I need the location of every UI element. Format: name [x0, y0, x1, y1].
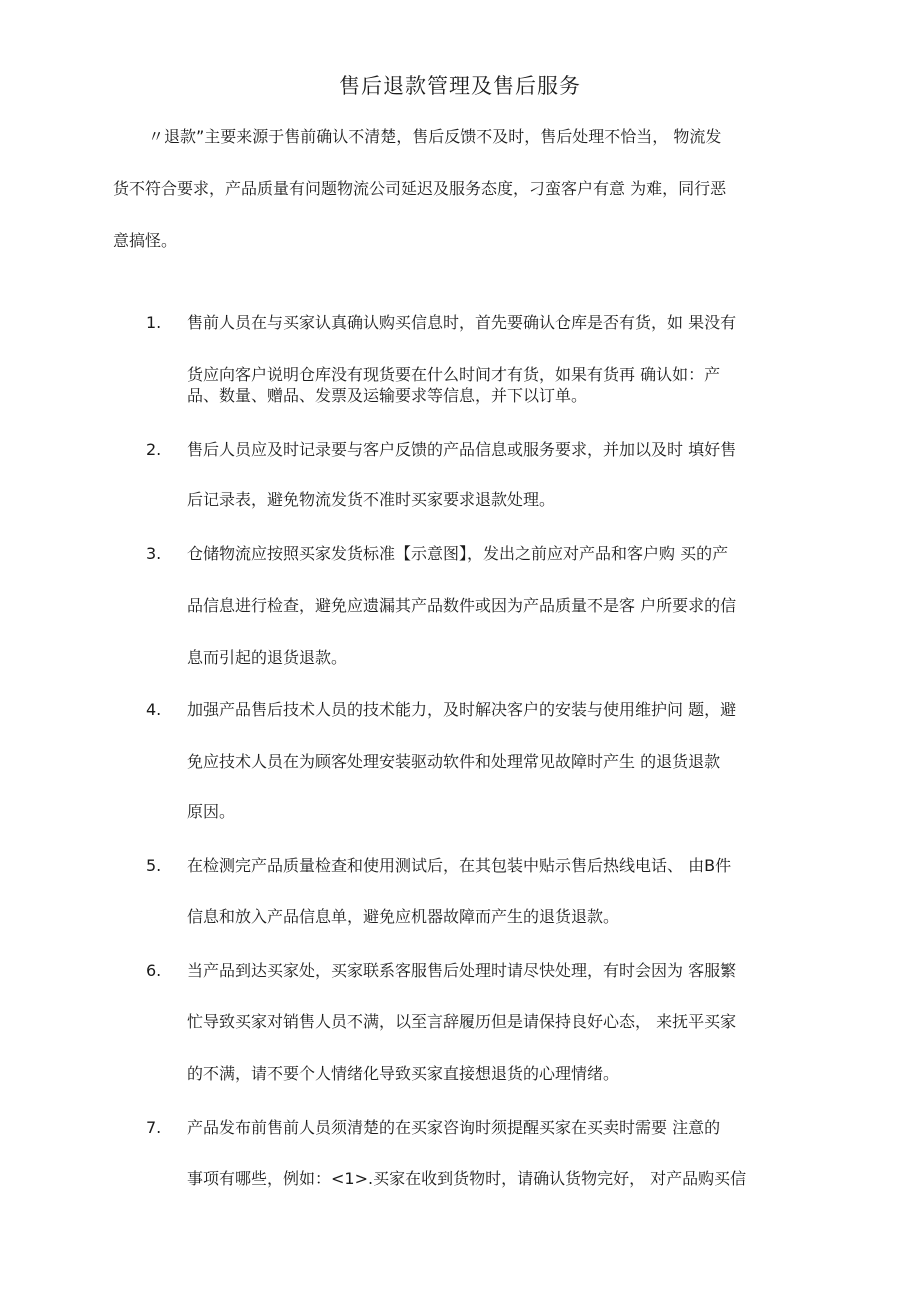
list-item-line: 加强产品售后技术人员的技术能力，及时解决客户的安装与使用维护问 题，避	[187, 700, 737, 719]
intro-line: 货不符合要求，产品质量有问题物流公司延迟及服务态度，刁蛮客户有意 为难，同行恶	[113, 179, 727, 198]
intro-line: 〃退款”主要来源于售前确认不清楚，售后反馈不及时，售后处理不恰当， 物流发	[148, 127, 722, 146]
list-item-line: 当产品到达买家处，买家联系客服售后处理时请尽快处理，有时会因为 客服繁	[187, 961, 737, 980]
list-item-number: 5.	[146, 856, 162, 875]
list-item-line: 的不满，请不要个人情绪化导致买家直接想退货的心理情绪。	[187, 1064, 620, 1083]
list-item-line: 售后人员应及时记录要与客户反馈的产品信息或服务要求，并加以及时 填好售	[187, 440, 737, 459]
list-item-line: 货应向客户说明仓库没有现货要在什么时间才有货，如果有货再 确认如：产	[187, 365, 721, 384]
list-item-number: 3.	[146, 544, 162, 563]
list-item-line: 事项有哪些，例如：<1>.买家在收到货物时，请确认货物完好， 对产品购买信	[187, 1169, 747, 1188]
list-item-line: 后记录表，避免物流发货不准时买家要求退款处理。	[187, 490, 556, 509]
list-item-number: 4.	[146, 700, 162, 719]
list-item-line: 忙导致买家对销售人员不满，以至言辞履历但是请保持良好心态， 来抚平买家	[187, 1012, 737, 1031]
intro-line: 意搞怪。	[113, 231, 178, 250]
document-title: 售后退款管理及售后服务	[339, 74, 581, 98]
list-item-line: 信息和放入产品信息单，避免应机器故障而产生的退货退款。	[187, 907, 620, 926]
list-item-number: 1.	[146, 313, 162, 332]
list-item-line: 品、数量、赠品、发票及运输要求等信息，并下以订单。	[187, 386, 588, 405]
list-item-line: 仓储物流应按照买家发货标准【示意图】，发出之前应对产品和客户购 买的产	[187, 544, 729, 563]
list-item-line: 售前人员在与买家认真确认购买信息时，首先要确认仓库是否有货，如 果没有	[187, 313, 737, 332]
list-item-line: 在检测完产品质量检查和使用测试后，在其包装中贴示售后热线电话、 由B件	[187, 856, 732, 875]
list-item-line: 息而引起的退货退款。	[187, 648, 348, 667]
list-item-number: 6.	[146, 961, 162, 980]
list-item-line: 产品发布前售前人员须清楚的在买家咨询时须提醒买家在买卖时需要 注意的	[187, 1118, 721, 1137]
list-item-line: 品信息进行检查，避免应遗漏其产品数件或因为产品质量不是客 户所要求的信	[187, 596, 737, 615]
list-item-line: 原因。	[187, 802, 236, 821]
list-item-number: 2.	[146, 440, 162, 459]
list-item-number: 7.	[146, 1118, 162, 1137]
list-item-line: 免应技术人员在为顾客处理安装驱动软件和处理常见故障时产生 的退货退款	[187, 752, 721, 771]
